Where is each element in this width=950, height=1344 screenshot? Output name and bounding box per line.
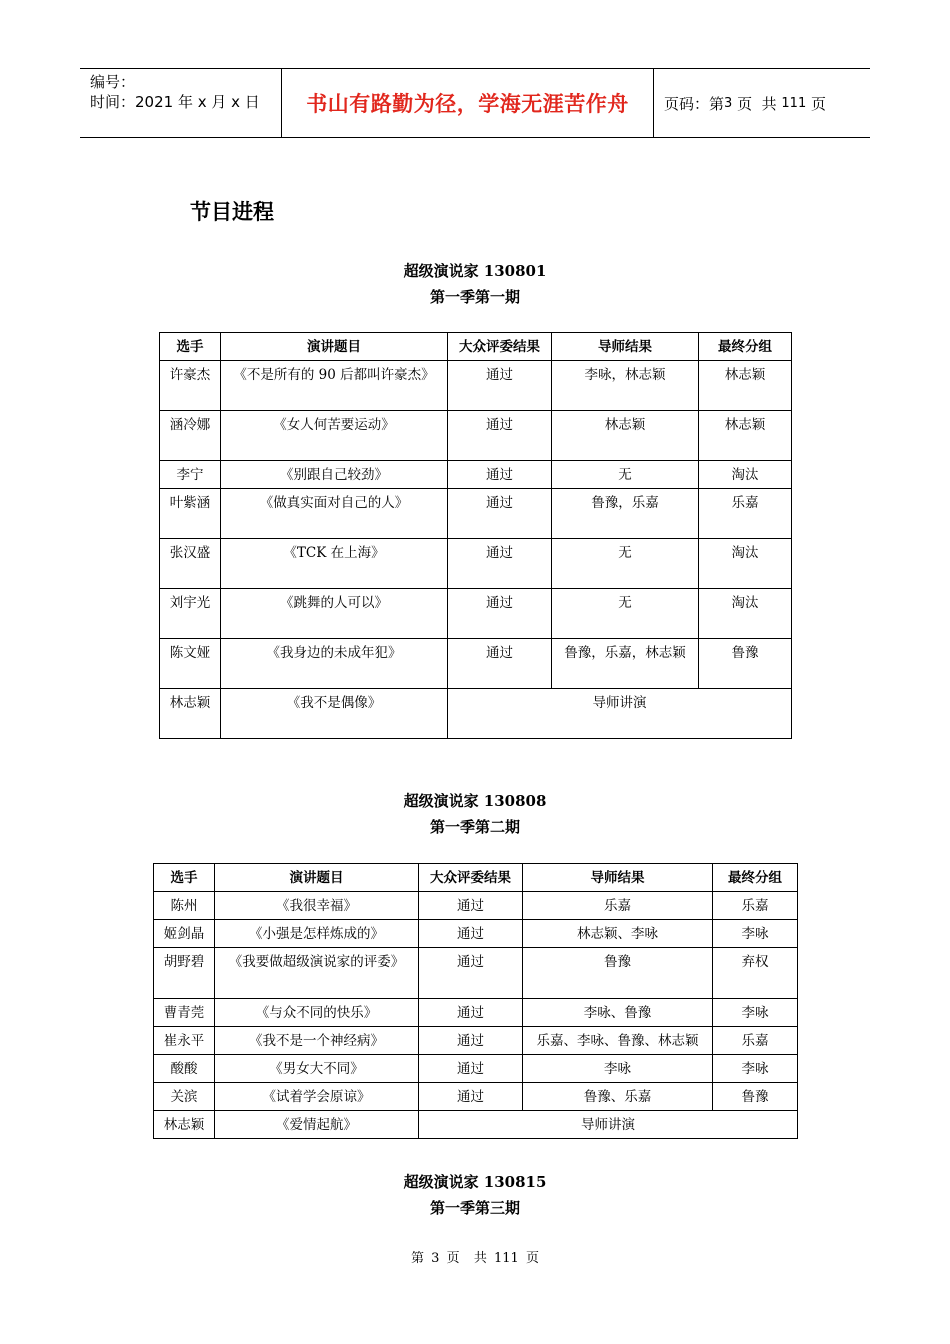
episode-season: 第一季第三期 [429,1199,520,1217]
speech-topic: 《小强是怎样炼成的》 [215,920,419,948]
mentor-result: 鲁豫，乐嘉 [552,489,699,539]
header-page-info [654,69,870,137]
table-row [160,539,792,589]
contestant-name: 陈文娅 [160,639,221,689]
table-row [160,489,792,539]
contestant-name: 曹青莞 [154,999,215,1027]
contestant-name: 许豪杰 [160,361,221,411]
public-result: 通过 [419,1055,523,1083]
contestant-name: 李宁 [160,461,221,489]
episode-3-title [0,1169,950,1221]
mentor-result: 乐嘉 [523,892,713,920]
final-group: 淘汰 [699,589,792,639]
contestant-name: 刘宇光 [160,589,221,639]
speech-topic: 《爱情起航》 [215,1111,419,1139]
col-header: 选手 [154,864,215,892]
public-result: 通过 [448,589,552,639]
final-group: 鲁豫 [699,639,792,689]
col-header: 大众评委结果 [448,333,552,361]
mentor-result: 乐嘉、李咏、鲁豫、林志颖 [523,1027,713,1055]
episode-season: 第一季第一期 [429,288,520,306]
page-header [80,68,870,138]
table-row [160,411,792,461]
final-group: 淘汰 [699,461,792,489]
header-motto: 书山有路勤为径，学海无涯苦作舟 [282,69,654,137]
speech-topic: 《别跟自己较劲》 [221,461,448,489]
table-row [154,999,798,1027]
mentor-result: 林志颖、李咏 [523,920,713,948]
public-result: 通过 [448,489,552,539]
col-header: 导师结果 [552,333,699,361]
public-result: 通过 [448,539,552,589]
contestant-name: 崔永平 [154,1027,215,1055]
contestant-name: 林志颖 [160,689,221,739]
contestant-name: 酸酸 [154,1055,215,1083]
contestant-name: 张汉盛 [160,539,221,589]
episode-2-title [0,788,950,840]
episode-show-name: 超级演说家 130815 [403,1173,547,1191]
col-header: 导师结果 [523,864,713,892]
final-group: 乐嘉 [713,1027,798,1055]
public-result: 通过 [419,948,523,999]
final-group: 林志颖 [699,411,792,461]
speech-topic: 《我很幸福》 [215,892,419,920]
table-row [160,689,792,739]
page-footer [0,1247,950,1266]
final-group: 林志颖 [699,361,792,411]
contestant-name: 林志颖 [154,1111,215,1139]
table-row [154,1083,798,1111]
page-total: 111 [781,95,807,111]
final-group: 李咏 [713,1055,798,1083]
table-row [154,1111,798,1139]
episode-show-name: 超级演说家 130801 [403,262,547,280]
footer-current: 3 [431,1251,440,1266]
public-result: 通过 [419,1083,523,1111]
contestant-name: 陈州 [154,892,215,920]
mentor-result: 无 [552,539,699,589]
public-result: 通过 [448,639,552,689]
table-row [154,1055,798,1083]
page-mid: 页 共 [737,94,777,113]
col-header: 最终分组 [699,333,792,361]
public-result: 通过 [419,892,523,920]
speech-topic: 《与众不同的快乐》 [215,999,419,1027]
page-current: 3 [724,95,733,111]
speech-topic: 《跳舞的人可以》 [221,589,448,639]
contestant-name: 胡野碧 [154,948,215,999]
speech-topic: 《我不是偶像》 [221,689,448,739]
episode-1-title [0,258,950,310]
mentor-speech-note: 导师讲演 [419,1111,798,1139]
page-suffix: 页 [811,94,827,113]
final-group: 乐嘉 [713,892,798,920]
public-result: 通过 [419,920,523,948]
contestant-name: 叶紫涵 [160,489,221,539]
public-result: 通过 [419,1027,523,1055]
table-row [160,461,792,489]
speech-topic: 《不是所有的 90 后都叫许豪杰》 [221,361,448,411]
table-row [154,892,798,920]
public-result: 通过 [448,361,552,411]
speech-topic: 《我身边的未成年犯》 [221,639,448,689]
mentor-result: 无 [552,461,699,489]
mentor-result: 李咏，林志颖 [552,361,699,411]
table-row [154,1027,798,1055]
table-row [154,948,798,999]
section-title: 节目进程 [190,200,274,224]
contestant-name: 姬剑晶 [154,920,215,948]
footer-total: 111 [494,1251,519,1266]
public-result: 通过 [448,461,552,489]
mentor-result: 李咏 [523,1055,713,1083]
col-header: 大众评委结果 [419,864,523,892]
speech-topic: 《做真实面对自己的人》 [221,489,448,539]
mentor-result: 李咏、鲁豫 [523,999,713,1027]
final-group: 李咏 [713,999,798,1027]
mentor-speech-note: 导师讲演 [448,689,792,739]
final-group: 李咏 [713,920,798,948]
col-header: 选手 [160,333,221,361]
mentor-result: 无 [552,589,699,639]
episode-2-table [153,863,798,1139]
footer-mid: 页 共 [446,1251,487,1266]
episode-1-table [159,332,792,739]
speech-topic: 《我要做超级演说家的评委》 [215,948,419,999]
col-header: 演讲题目 [215,864,419,892]
public-result: 通过 [448,411,552,461]
public-result: 通过 [419,999,523,1027]
table-row [160,589,792,639]
page-prefix: 页码：第 [664,94,725,113]
speech-topic: 《TCK 在上海》 [221,539,448,589]
speech-topic: 《试着学会原谅》 [215,1083,419,1111]
mentor-result: 鲁豫、乐嘉 [523,1083,713,1111]
final-group: 乐嘉 [699,489,792,539]
table-row [154,920,798,948]
mentor-result: 林志颖 [552,411,699,461]
final-group: 淘汰 [699,539,792,589]
table-row [160,361,792,411]
final-group: 弃权 [713,948,798,999]
footer-prefix: 第 [411,1251,425,1266]
speech-topic: 《女人何苦要运动》 [221,411,448,461]
speech-topic: 《我不是一个神经病》 [215,1027,419,1055]
contestant-name: 涵冷娜 [160,411,221,461]
contestant-name: 关滨 [154,1083,215,1111]
time-label: 时间：2021 年 x 月 x 日 [90,93,260,111]
col-header: 最终分组 [713,864,798,892]
number-label: 编号： [90,73,136,91]
table-header-row [160,333,792,361]
speech-topic: 《男女大不同》 [215,1055,419,1083]
table-header-row [154,864,798,892]
footer-suffix: 页 [525,1251,539,1266]
mentor-result: 鲁豫 [523,948,713,999]
col-header: 演讲题目 [221,333,448,361]
header-meta [80,69,282,137]
table-row [160,639,792,689]
mentor-result: 鲁豫，乐嘉，林志颖 [552,639,699,689]
final-group: 鲁豫 [713,1083,798,1111]
episode-season: 第一季第二期 [429,818,520,836]
episode-show-name: 超级演说家 130808 [403,792,547,810]
